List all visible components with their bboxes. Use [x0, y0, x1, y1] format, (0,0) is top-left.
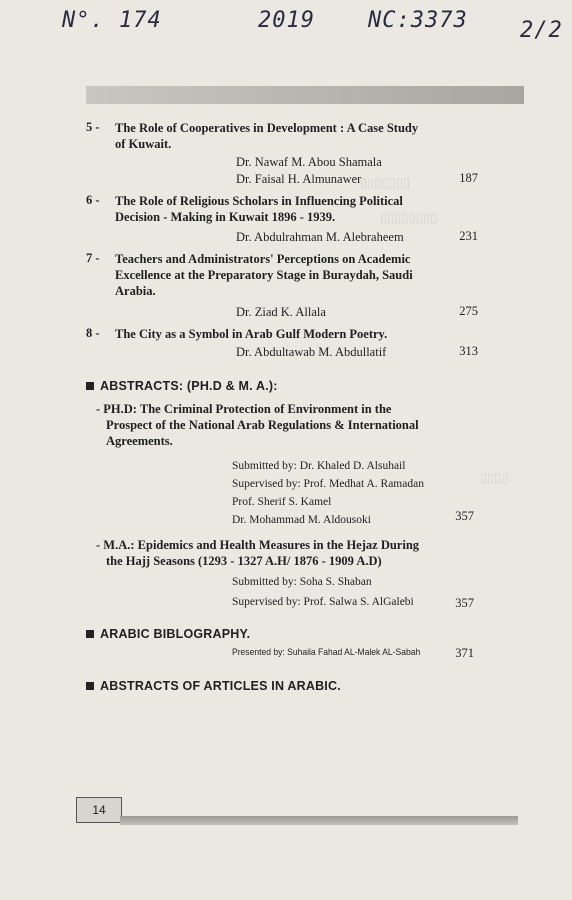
ma-title [96, 537, 486, 569]
page-number: 14 [76, 797, 122, 823]
entry-number: 7 - [86, 251, 100, 265]
title-line: - PH.D: The Criminal Protection of Environment in the [96, 402, 392, 416]
title-line: The City as a Symbol in Arab Gulf Modern Poetry. [115, 327, 388, 341]
show-through-text: ▯▯▯▯ [480, 470, 509, 485]
handwritten-code: NC:3373 [368, 8, 468, 33]
entry-page: 313 [459, 344, 478, 358]
title-line: Teachers and Administrators' Perceptions on Academic [115, 252, 411, 266]
credit-line: Dr. Mohammad M. Aldousoki [232, 514, 371, 526]
credit-line: Submitted by: Dr. Khaled D. Alsuhail [232, 460, 406, 472]
entry-number: 6 - [86, 193, 100, 207]
title-line: Prospect of the National Arab Regulations & International [106, 418, 419, 432]
show-through-text: ▯▯▯▯▯▯▯ [360, 175, 411, 190]
title-line: Agreements. [106, 434, 173, 448]
bullet-square-icon [86, 382, 94, 390]
heading-text: ABSTRACTS: (PH.D & M. A.): [100, 379, 278, 393]
phd-title [96, 401, 486, 449]
show-through-text: ▯▯▯▯▯▯▯▯ [380, 210, 438, 225]
title-line: of Kuwait. [115, 137, 172, 151]
entry-page: 275 [459, 304, 478, 318]
credit-line: Prof. Sherif S. Kamel [232, 496, 332, 508]
heading-text: ARABIC BIBLOGRAPHY. [100, 627, 251, 641]
biblio-page: 371 [455, 646, 474, 660]
bullet-square-icon [86, 630, 94, 638]
handwritten-year: 2019 [258, 8, 315, 33]
section-heading-articles [86, 679, 341, 693]
bullet-square-icon [86, 682, 94, 690]
phd-page: 357 [455, 509, 474, 523]
entry-author: Dr. Abdultawab M. Abdullatif [236, 345, 387, 359]
entry-page: 231 [459, 229, 478, 243]
ma-credits [232, 575, 414, 610]
entry-page: 187 [459, 171, 478, 185]
credit-line: Supervised by: Prof. Medhat A. Ramadan [232, 478, 424, 490]
handwritten-number: N°. 174 [62, 8, 162, 33]
credit-line: Supervised by: Prof. Salwa S. AlGalebi [232, 596, 414, 608]
entry-title [115, 193, 495, 225]
entry-author: Dr. Abdulrahman M. Alebraheem [236, 230, 404, 244]
title-line: the Hajj Seasons (1293 - 1327 A.H/ 1876 - 1909 A.D) [106, 554, 382, 568]
header-bar [86, 86, 524, 104]
entry-number: 8 - [86, 326, 100, 340]
entry-title [115, 251, 495, 299]
biblio-presenter: Presented by: Suhaila Fahad AL-Malek AL-Sabah [232, 647, 421, 658]
entry-author: Dr. Nawaf M. Abou Shamala [236, 155, 382, 169]
title-line: Decision - Making in Kuwait 1896 - 1939. [115, 210, 336, 224]
title-line: Arabia. [115, 284, 156, 298]
title-line: The Role of Cooperatives in Development : A Case Study [115, 121, 419, 135]
ma-page: 357 [455, 596, 474, 610]
footer-bar [120, 816, 518, 825]
entry-author: Dr. Ziad K. Allala [236, 305, 326, 319]
credit-line: Submitted by: Soha S. Shaban [232, 576, 372, 588]
entry-title [115, 120, 495, 152]
entry-number: 5 - [86, 120, 100, 134]
title-line: Excellence at the Preparatory Stage in Buraydah, Saudi [115, 268, 413, 282]
title-line: - M.A.: Epidemics and Health Measures in the Hejaz During [96, 538, 420, 552]
section-heading-abstracts [86, 379, 278, 393]
phd-credits [232, 459, 424, 528]
entry-author: Dr. Faisal H. Almunawer [236, 172, 362, 186]
heading-text: ABSTRACTS OF ARTICLES IN ARABIC. [100, 679, 341, 693]
entry-title [115, 326, 495, 342]
section-heading-biblio [86, 627, 250, 641]
title-line: The Role of Religious Scholars in Influencing Political [115, 194, 403, 208]
handwritten-corner: 2/2 [520, 18, 563, 43]
